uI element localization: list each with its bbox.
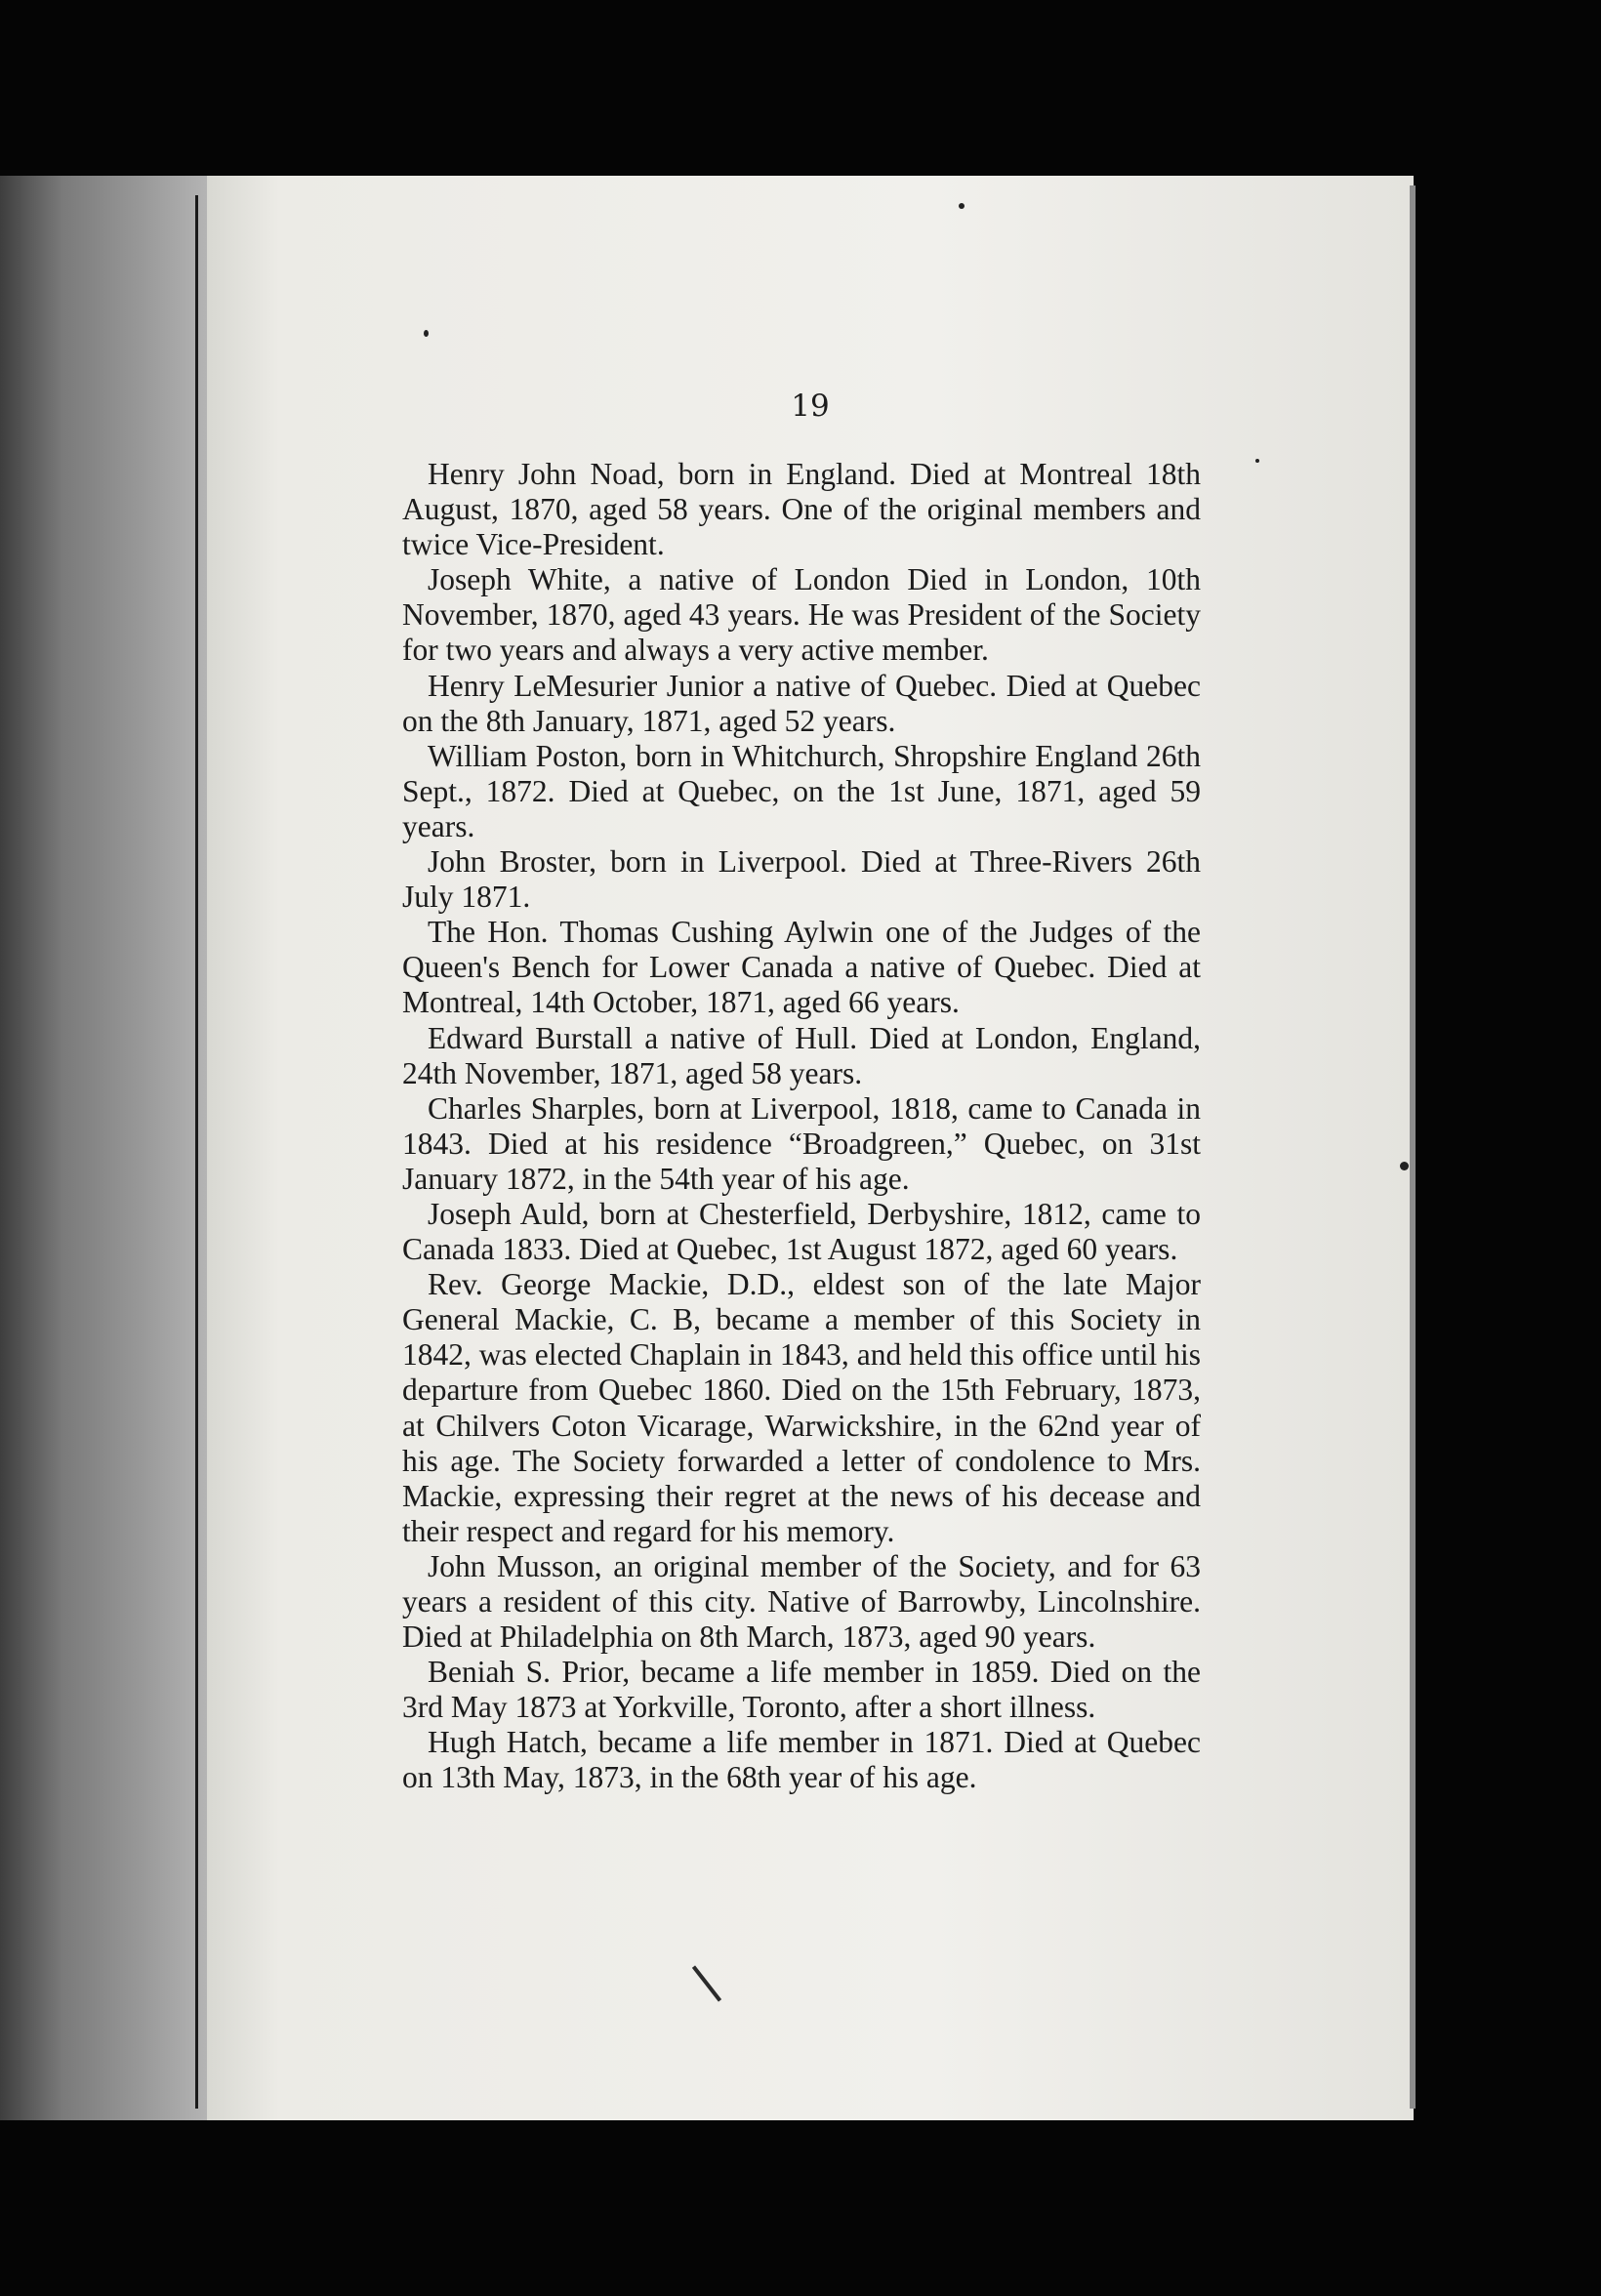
- dust-speck: [424, 330, 429, 337]
- pencil-mark: [692, 1965, 721, 2001]
- entry-lemesurier: Henry LeMesurier Junior a native of Quebec. Died at Quebec on the 8th January, 1871, aged 52 years.: [402, 668, 1201, 738]
- page-body: [402, 457, 1201, 1796]
- entry-poston: William Poston, born in Whitchurch, Shropshire England 26th Sept., 1872. Died at Quebec, on the 1st June, 1871, aged 59 years.: [402, 738, 1201, 843]
- dust-speck: [1255, 459, 1259, 463]
- page-edge: [1410, 185, 1416, 2109]
- entry-hatch: Hugh Hatch, became a life member in 1871. Died at Quebec on 13th May, 1873, in the 68th year of his age.: [402, 1725, 1201, 1795]
- entry-prior: Beniah S. Prior, became a life member in 1859. Died on the 3rd May 1873 at Yorkville, Toronto, after a short illness.: [402, 1655, 1201, 1725]
- entry-white: Joseph White, a native of London Died in London, 10th November, 1870, aged 43 years. He was President of the Society for two years and always a very active member.: [402, 562, 1201, 668]
- entry-auld: Joseph Auld, born at Chesterfield, Derbyshire, 1812, came to Canada 1833. Died at Quebec, 1st August 1872, aged 60 years.: [402, 1196, 1201, 1267]
- page-number: 19: [791, 389, 830, 424]
- entry-musson: John Musson, an original member of the Society, and for 63 years a resident of this city. Native of Barrowby, Lincolnshire. Died at Philadelphia on 8th March, 1873, aged 90 years.: [402, 1548, 1201, 1655]
- entry-burstall: Edward Burstall a native of Hull. Died at London, England, 24th November, 1871, aged 58 years.: [402, 1020, 1201, 1090]
- entry-aylwin: The Hon. Thomas Cushing Aylwin one of the Judges of the Queen's Bench for Lower Canada a native of Quebec. Died at Montreal, 14th October, 1871, aged 66 years.: [402, 915, 1201, 1020]
- document-page: [207, 176, 1414, 2120]
- entry-mackie: Rev. George Mackie, D.D., eldest son of the late Major General Mackie, C. B, became a member of this Society in 1842, was elected Chaplain in 1843, and held this office until his departure from Quebec 1860. Died on the 15th February, 1873, at Chilvers Coton Vicarage, Warwickshire, in the 62nd year of his age. The Society forwarded a letter of condolence to Mrs. Mackie, expressing their regret at the news of his decease and their respect and regard for his memory.: [402, 1267, 1201, 1548]
- dust-speck: [959, 203, 965, 209]
- entry-sharples: Charles Sharples, born at Liverpool, 1818, came to Canada in 1843. Died at his residence “Broadgreen,” Quebec, on 31st January 1872, in the 54th year of his age.: [402, 1090, 1201, 1196]
- gutter-line: [195, 195, 198, 2109]
- dust-speck: [1400, 1162, 1409, 1170]
- facing-page: [0, 176, 207, 2120]
- entry-broster: John Broster, born in Liverpool. Died at Three-Rivers 26th July 1871.: [402, 844, 1201, 915]
- entry-noad: Henry John Noad, born in England. Died at Montreal 18th August, 1870, aged 58 years. One of the original members and twice Vice-President.: [402, 457, 1201, 562]
